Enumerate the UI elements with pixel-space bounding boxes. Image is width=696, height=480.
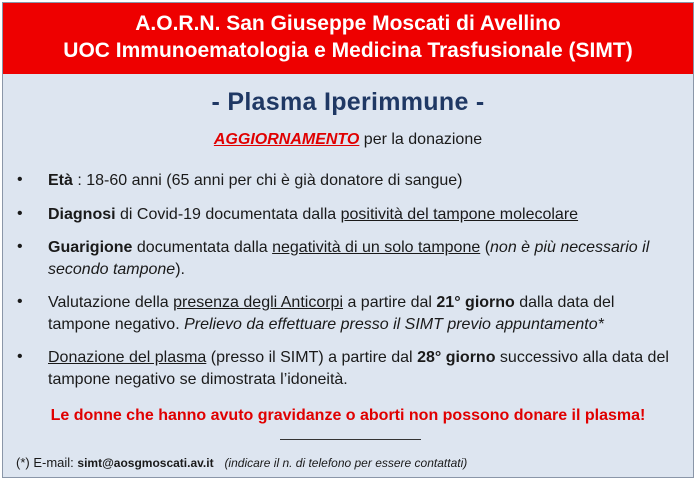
footer-note: (indicare il n. di telefono per essere contattati)	[224, 456, 468, 470]
item-underlined: Donazione del plasma	[48, 349, 207, 366]
footer-contact	[16, 455, 467, 470]
bullet-icon: •	[17, 205, 23, 222]
subtitle	[3, 131, 693, 149]
email-link[interactable]: simt@aosgmoscati.av.it	[77, 456, 214, 470]
item-bold: 28° giorno	[417, 349, 496, 366]
item-bold: 21° giorno	[436, 294, 515, 311]
header-banner	[3, 3, 693, 74]
item-text: (	[480, 239, 491, 256]
bullet-icon: •	[17, 348, 23, 365]
page-title: - Plasma Iperimmune -	[211, 88, 485, 116]
update-label: AGGIORNAMENTO	[213, 131, 360, 148]
item-underlined: presenza degli Anticorpi	[173, 294, 344, 311]
list-item-age	[48, 170, 678, 192]
item-bold: Guarigione	[48, 239, 133, 256]
item-italic: non è più necessario il secondo tampone	[48, 239, 650, 278]
item-text: di Covid-19 documentata dalla	[115, 206, 341, 223]
footer-label: (*) E-mail:	[16, 455, 78, 470]
item-text: : 18-60 anni (65 anni per chi è già donatore di sangue)	[72, 172, 463, 189]
item-text: a partire dal	[343, 294, 437, 311]
subtitle-text: per la donazione	[359, 131, 483, 148]
item-text: (presso il SIMT) a partire dal	[206, 349, 418, 366]
item-text: successivo alla data del tampone negativo se dimostrata l’idoneità.	[48, 349, 669, 388]
item-underlined: negatività di un solo tampone	[272, 239, 481, 256]
item-text: Valutazione della	[48, 294, 174, 311]
warning-text: Le donne che hanno avuto gravidanze o aborti non possono donare il plasma!	[50, 407, 646, 424]
item-italic: Prelievo da effettuare presso il SIMT previo appuntamento*	[184, 316, 604, 333]
item-text: documentata dalla	[132, 239, 273, 256]
item-text: dalla data del tampone negativo.	[48, 294, 615, 333]
item-text: ).	[175, 261, 185, 278]
item-bold: Età	[48, 172, 73, 189]
list-item-donation	[48, 347, 678, 391]
item-underlined: positività del tampone molecolare	[340, 206, 579, 223]
list-item-antibodies	[48, 292, 678, 336]
document-frame	[2, 2, 694, 478]
list-item-diagnosis	[48, 204, 678, 226]
bullet-icon: •	[17, 293, 23, 310]
item-bold: Diagnosi	[48, 206, 116, 223]
header-hospital-name: A.O.R.N. San Giuseppe Moscati di Avellino	[135, 12, 561, 35]
bullet-icon: •	[17, 171, 23, 188]
divider	[280, 439, 421, 440]
bullet-icon: •	[17, 238, 23, 255]
list-item-recovery	[48, 237, 678, 281]
header-department-name: UOC Immunoematologia e Medicina Trasfusionale (SIMT)	[63, 39, 633, 62]
